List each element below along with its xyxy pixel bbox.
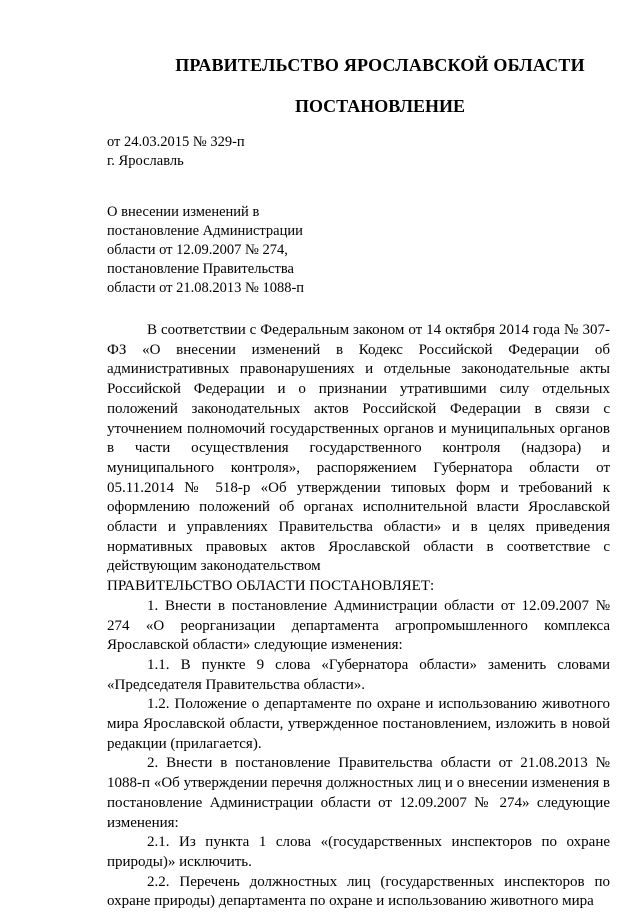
item-1-1-paragraph: 1.1. В пункте 9 слова «Губернатора области» заменить словами «Председателя Правительства области».: [107, 656, 610, 693]
item-1-2-paragraph: 1.2. Положение о департаменте по охране и использованию животного мира Ярославской области, утвержденное постановлением, изложить в новой редакции (прилагается).: [107, 696, 610, 752]
document-subject: [107, 203, 304, 298]
government-title: ПРАВИТЕЛЬСТВО ЯРОСЛАВСКОЙ ОБЛАСТИ: [175, 55, 585, 75]
preamble-paragraph: В соответствии с Федеральным законом от 14 октября 2014 года № 307-ФЗ «О внесении изменений в Кодекс Российской Федерации об административных правонарушениях и отдельные законодательные акты Российской Федерации и о признании утратившими силу отдельных положений законодательных актов Российской Федерации в связи с уточнением полномочий государственных органов и муниципальных органов в части осуществления государственного контроля (надзора) и муниципального контроля», распоряжением Губернатора области от 05.11.2014 № 518-р «Об утверждении типовых форм и требований к оформлению положений об органах исполнительной власти Ярославской области и управлениях Правительства области» и в целях приведения нормативных правовых актов Ярославской области в соответствие с действующим законодательством: [107, 322, 610, 575]
subject-line: постановление Правительства: [107, 261, 294, 277]
item-2-paragraph: 2. Внести в постановление Правительства области от 21.08.2013 № 1088-п «Об утверждении перечня должностных лиц и о внесении изменения в постановление Администрации области от 12.09.2007 № 274» следующие изменения:: [107, 755, 610, 831]
item-2-2-paragraph: 2.2. Перечень должностных лиц (государственных инспекторов по охране природы) департамента по охране и использованию животного мира: [107, 873, 610, 910]
item-2-1-paragraph: 2.1. Из пункта 1 слова «(государственных инспекторов по охране природы)» исключить.: [107, 834, 610, 870]
document-body: [107, 321, 610, 912]
city: г. Ярославль: [107, 153, 184, 169]
document-meta: [107, 133, 245, 171]
subject-line: области от 21.08.2013 № 1088-п: [107, 280, 305, 296]
document-type-title: ПОСТАНОВЛЕНИЕ: [294, 96, 466, 116]
item-1-paragraph: 1. Внести в постановление Администрации области от 12.09.2007 № 274 «О реорганизации департамента агропромышленного комплекса Ярославской области» следующие изменения:: [107, 597, 610, 654]
subject-line: области от 12.09.2007 № 274,: [107, 242, 288, 258]
subject-line: О внесении изменений в: [107, 204, 260, 220]
date-number: от 24.03.2015 № 329-п: [107, 134, 245, 150]
subject-line: постановление Администрации: [107, 223, 303, 239]
decree-heading: ПРАВИТЕЛЬСТВО ОБЛАСТИ ПОСТАНОВЛЯЕТ:: [107, 578, 435, 595]
